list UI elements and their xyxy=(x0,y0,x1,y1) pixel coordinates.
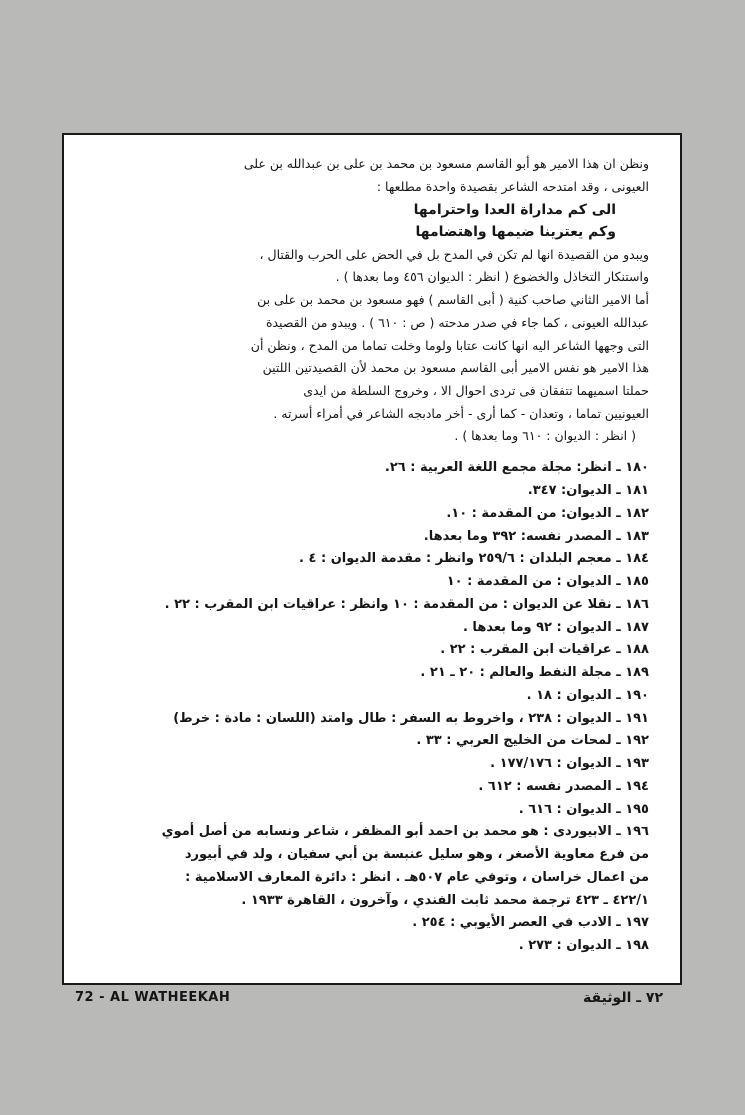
page-frame xyxy=(62,133,682,985)
note-item: ١٨٤ ـ معجم البلدان : ٢٥٩/٦ وانظر : مقدمة الديوان : ٤ . xyxy=(299,551,649,566)
article-text xyxy=(64,135,680,983)
note-item: من اعمال خراسان ، وتوفي عام ٥٠٧هـ . انظر : دائرة المعارف الاسلامية : xyxy=(185,870,649,885)
note-item: ١٨١ ـ الديوان: ٣٤٧. xyxy=(527,483,649,498)
note-item: ١٩١ ـ الديوان : ٢٣٨ ، واخروط به السفر : طال وامتد (اللسان : مادة : خرط) xyxy=(173,711,649,726)
note-item: ١٨٩ ـ مجلة النفط والعالم : ٢٠ ـ ٢١ . xyxy=(420,665,649,680)
note-item: ١٨٧ ـ الديوان : ٩٢ وما بعدها . xyxy=(462,620,649,635)
note-item: ١٩٢ ـ لمحات من الخليج العربي : ٣٣ . xyxy=(416,733,649,748)
note-item: ١٨٦ ـ نقلا عن الديوان : من المقدمة : ١٠ وانظر : عراقيات ابن المقرب : ٢٢ . xyxy=(164,597,649,612)
body-line: العيونى ، وقد امتدحه الشاعر بقصيدة واحدة مطلعها : xyxy=(376,179,649,194)
note-item: ٤٢٢/١ ـ ٤٢٣ ترجمة محمد ثابت الفندي ، وآخرون ، القاهرة ١٩٣٣ . xyxy=(241,893,649,908)
body-line: حملتا اسميهما تتفقان فى تردى احوال الا ، وخروج السلطة من ايدى xyxy=(303,383,649,398)
body-line: التى وجهها الشاعر اليه انها كانت عتابا ولوما وخلت تماما من المدح ، ونظن أن xyxy=(250,338,649,353)
note-item: ١٩٦ ـ الابيوردى : هو محمد بن احمد أبو المظفر ، شاعر ونسابه من أصل أموي xyxy=(161,824,649,839)
note-item: ١٩٥ ـ الديوان : ٦١٦ . xyxy=(518,802,649,817)
body-line: العيونيين تماما ، وتعدان - كما أرى - أخر مادبجه الشاعر في أمراء أسرته . xyxy=(273,406,649,421)
note-item: ١٨٣ ـ المصدر نفسه: ٣٩٢ وما بعدها. xyxy=(423,529,649,544)
note-item: ١٨٠ ـ انظر: مجلة مجمع اللغة العربية : ٢٦. xyxy=(384,460,649,475)
note-item: ١٩٠ ـ الديوان : ١٨ . xyxy=(526,688,649,703)
poem-line: الى كم مداراة العدا واحترامها xyxy=(413,202,616,218)
note-item: ١٨٥ ـ الديوان : من المقدمة : ١٠ xyxy=(446,574,649,589)
body-line: واستنكار التخاذل والخضوع ( انظر : الديوان ٤٥٦ وما بعدها ) . xyxy=(335,269,649,284)
note-item: ١٨٨ ـ عراقيات ابن المقرب : ٢٢ . xyxy=(440,642,649,657)
body-line: ويبدو من القصيدة انها لم تكن في المدح بل في الحض على الحرب والقتال ، xyxy=(259,247,649,262)
note-item: ١٩٤ ـ المصدر نفسه : ٦١٢ . xyxy=(478,779,649,794)
body-line: أما الامير الثاني صاحب كنية ( أبى القاسم ) فهو مسعود بن محمد بن على بن xyxy=(257,292,649,307)
body-line: ( انظر : الديوان : ٦١٠ وما بعدها ) . xyxy=(454,428,636,443)
note-item: ١٩٧ ـ الادب في العصر الأيوبي : ٢٥٤ . xyxy=(412,915,649,930)
body-line: عبدالله العيونى ، كما جاء في صدر مدحته ( ص : ٦١٠ ) . ويبدو من القصيدة xyxy=(265,315,649,330)
footer-page-number-arabic: ٧٢ ـ الوثيقة xyxy=(583,990,663,1006)
note-item: ١٨٢ ـ الديوان: من المقدمة : ١٠. xyxy=(446,506,649,521)
footer-page-number-latin: 72 - AL WATHEEKAH xyxy=(75,990,231,1005)
note-item: ١٩٣ ـ الديوان : ١٧٧/١٧٦ . xyxy=(490,756,649,771)
note-item: من فرع معاوية الأصغر ، وهو سليل عنبسة بن أبي سفيان ، ولد في أبيورد xyxy=(184,847,649,862)
body-line: ونظن ان هذا الامير هو أبو القاسم مسعود بن محمد بن على بن عبدالله بن على xyxy=(243,156,649,171)
body-line: هذا الامير هو نفس الامير أبى القاسم مسعود بن محمد لأن القصيدتين اللتين xyxy=(262,360,649,375)
poem-line: وكم يعترينا ضيمها واهتضامها xyxy=(415,224,616,240)
note-item: ١٩٨ ـ الديوان : ٢٧٣ . xyxy=(518,938,649,953)
